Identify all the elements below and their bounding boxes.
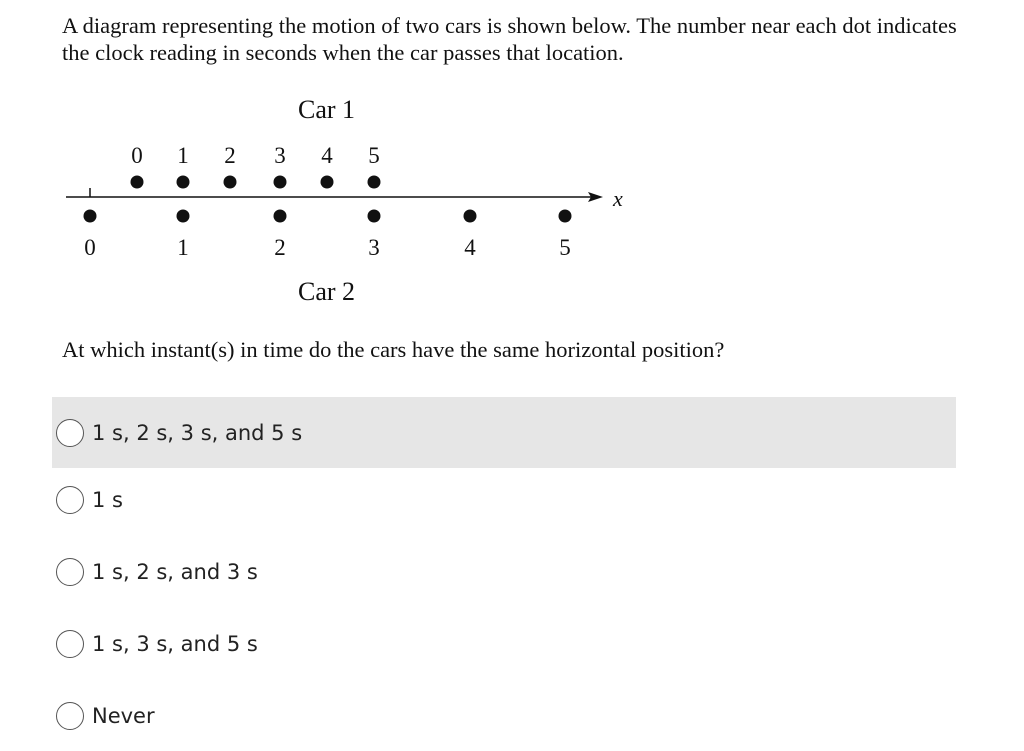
answer-option[interactable]	[52, 680, 956, 751]
x-axis-label: x	[613, 186, 623, 211]
car1-time-label: 1	[177, 143, 189, 168]
car1-dot	[274, 176, 287, 189]
answer-option-label: 1 s, 3 s, and 5 s	[92, 631, 258, 656]
car2-time-label: 4	[464, 235, 476, 260]
radio-button[interactable]	[56, 486, 84, 514]
radio-button[interactable]	[56, 558, 84, 586]
car2-time-label: 5	[559, 235, 571, 260]
answer-option[interactable]	[52, 397, 956, 468]
car2-time-label: 2	[274, 235, 286, 260]
car2-time-label: 1	[177, 235, 189, 260]
car1-time-label: 3	[274, 143, 286, 168]
answer-option-label: Never	[92, 703, 155, 728]
car1-time-label: 4	[321, 143, 333, 168]
answer-option-label: 1 s, 2 s, 3 s, and 5 s	[92, 420, 303, 445]
answer-option-label: 1 s	[92, 487, 123, 512]
answer-option[interactable]	[52, 464, 956, 535]
car1-time-label: 0	[131, 143, 143, 168]
car1-dot	[131, 176, 144, 189]
car1-dot	[368, 176, 381, 189]
car1-dot	[321, 176, 334, 189]
radio-button[interactable]	[56, 630, 84, 658]
car2-dot	[464, 210, 477, 223]
motion-diagram	[0, 0, 1024, 330]
car1-time-label: 5	[368, 143, 380, 168]
car2-time-label: 3	[368, 235, 380, 260]
car1-label: Car 1	[298, 95, 356, 124]
question-prompt: At which instant(s) in time do the cars have the same horizontal position?	[62, 337, 725, 362]
car1-time-label: 2	[224, 143, 236, 168]
radio-button[interactable]	[56, 419, 84, 447]
question-text: A diagram representing the motion of two cars is shown below. The number near each dot indicates the clock reading in seconds when the car passes that location.	[62, 13, 957, 65]
answer-option-label: 1 s, 2 s, and 3 s	[92, 559, 258, 584]
car2-dot	[559, 210, 572, 223]
answer-option[interactable]	[52, 536, 956, 607]
car2-label: Car 2	[298, 277, 356, 306]
car1-dot	[224, 176, 237, 189]
radio-button[interactable]	[56, 702, 84, 730]
car2-dot	[84, 210, 97, 223]
car2-dot	[274, 210, 287, 223]
car2-time-label: 0	[84, 235, 96, 260]
answer-option[interactable]	[52, 608, 956, 679]
car2-dot	[368, 210, 381, 223]
car2-dot	[177, 210, 190, 223]
car1-dot	[177, 176, 190, 189]
